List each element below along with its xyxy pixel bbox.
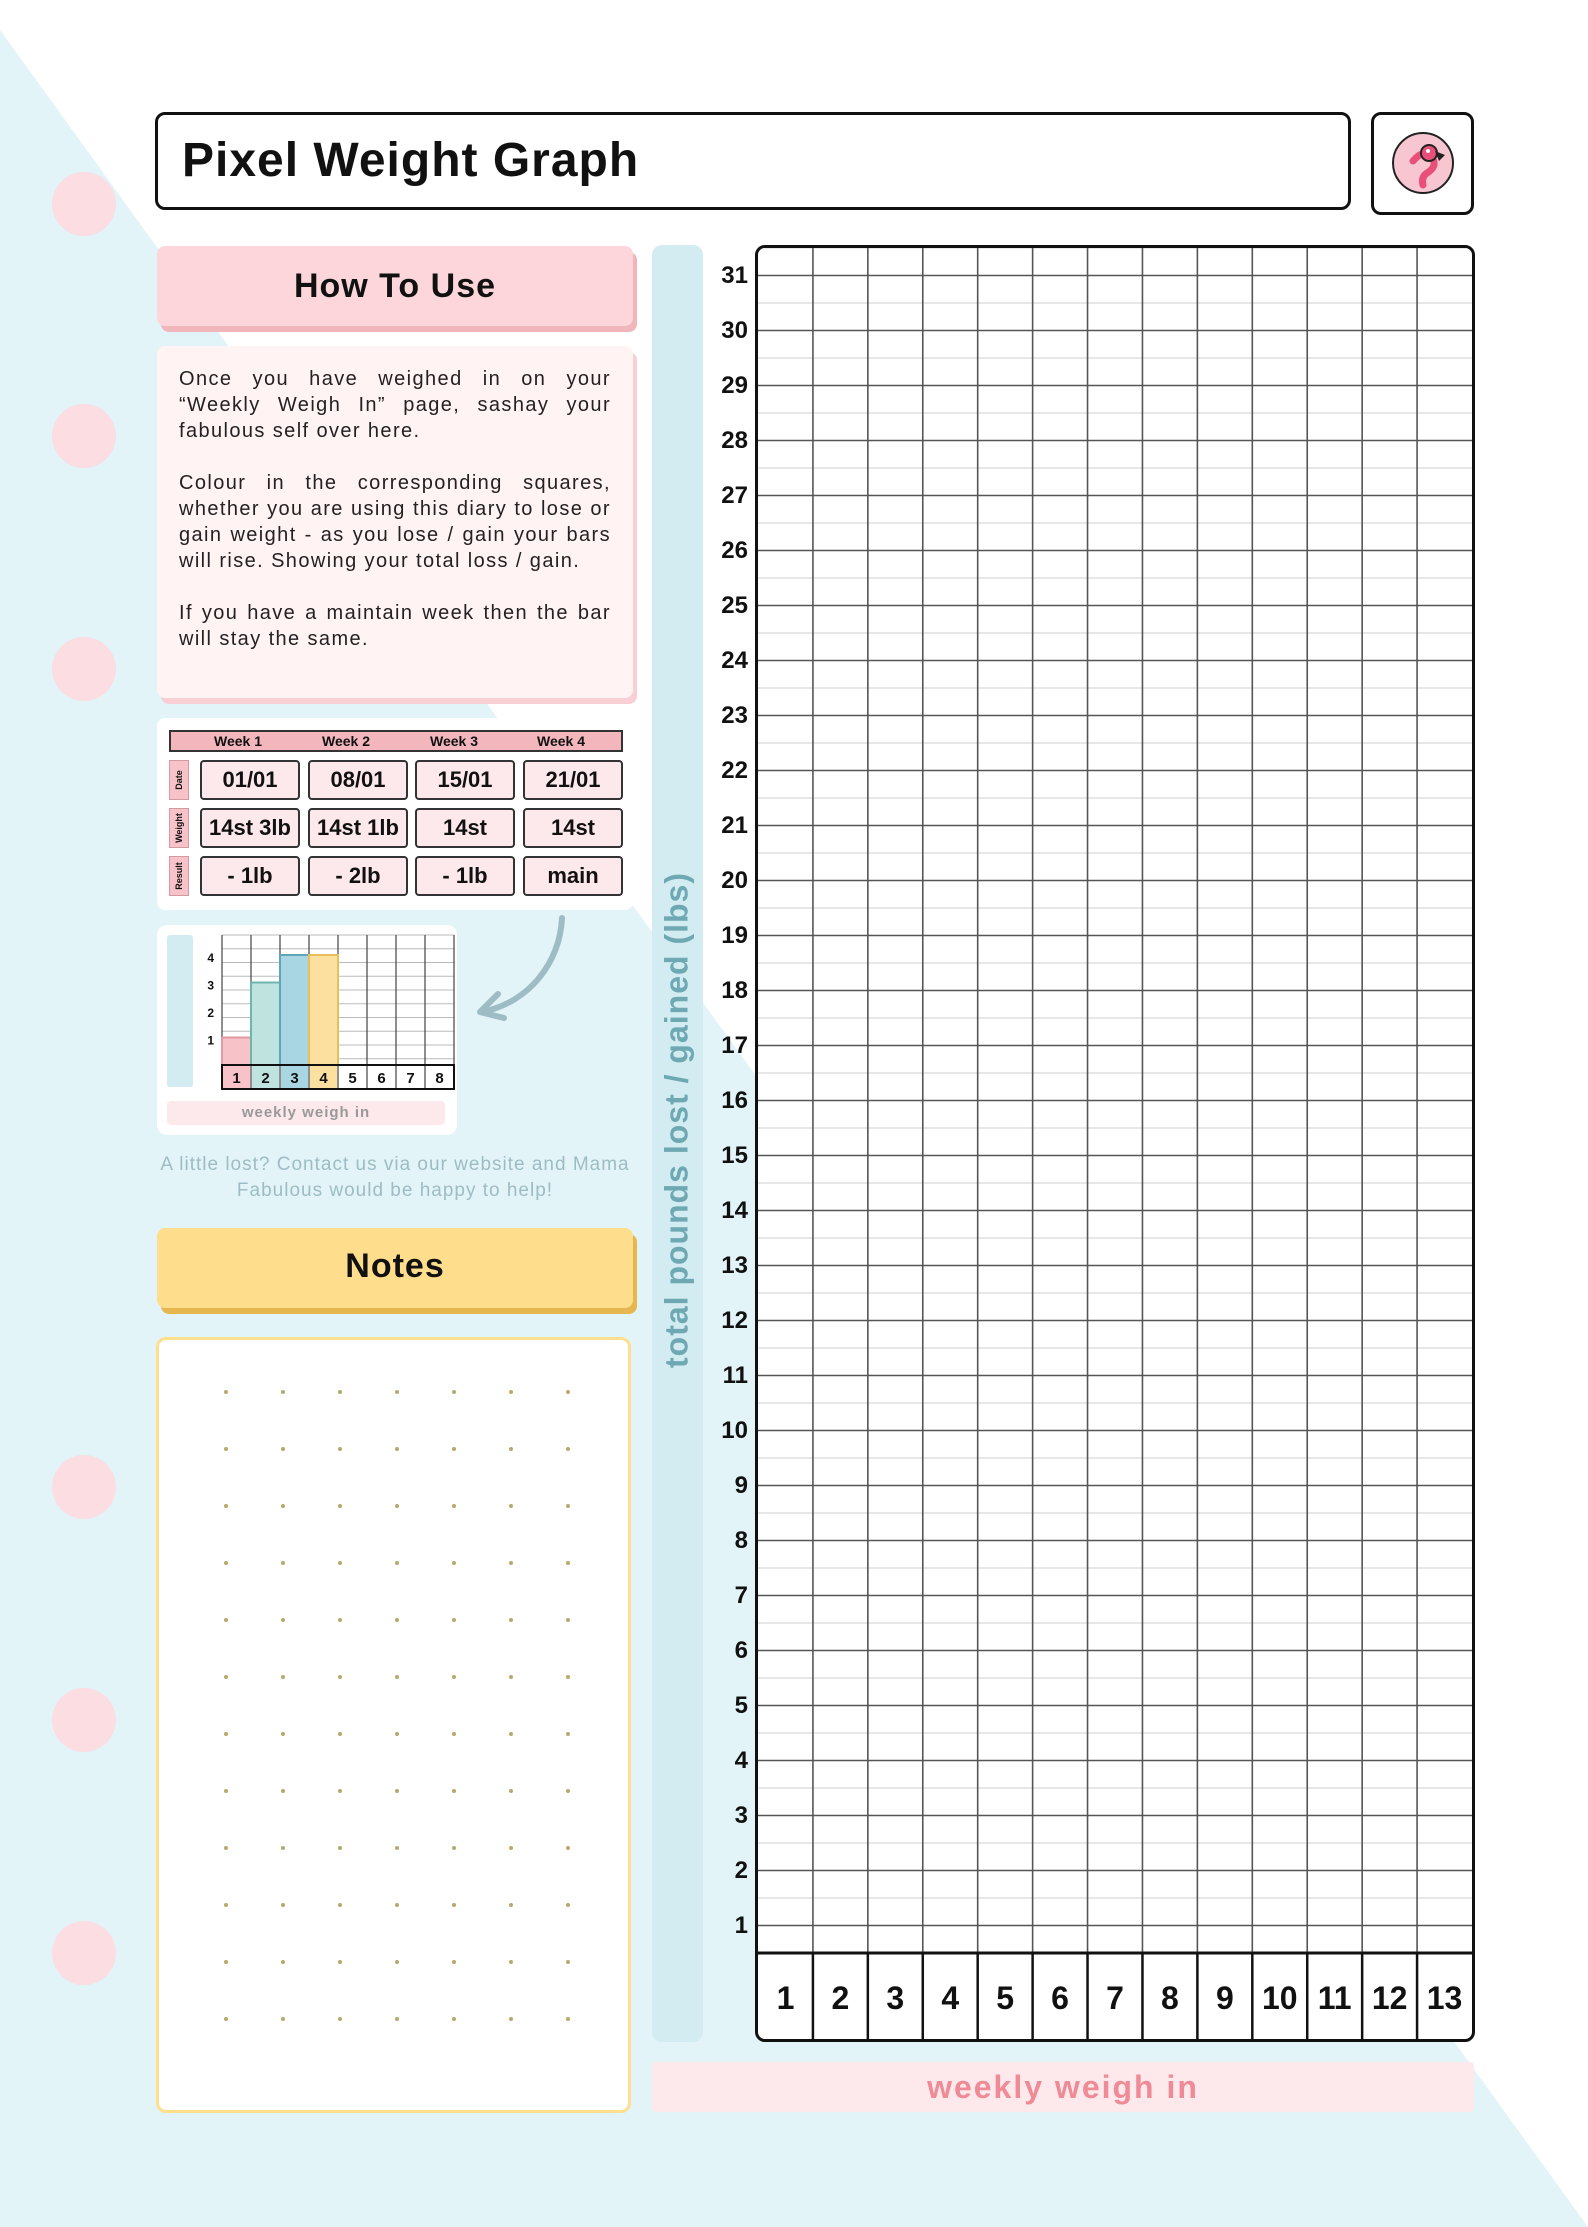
note-dot — [338, 1390, 342, 1394]
note-dot — [281, 1618, 285, 1622]
note-dot — [338, 1960, 342, 1964]
row-label-text: Result — [174, 862, 184, 890]
note-dot — [338, 2017, 342, 2021]
note-dot — [281, 1846, 285, 1850]
notes-header — [157, 1228, 633, 1308]
mini-y-tick: 3 — [207, 978, 214, 993]
y-tick-label: 17 — [721, 1031, 748, 1059]
note-dot — [395, 1789, 399, 1793]
note-dot — [281, 1789, 285, 1793]
how-to-use-header — [157, 246, 633, 326]
mini-x-tick: 3 — [290, 1070, 299, 1087]
x-tick-label: 5 — [996, 1980, 1015, 2016]
note-dot — [338, 1618, 342, 1622]
y-tick-label: 20 — [721, 866, 748, 894]
week-header: Week 2 — [322, 733, 370, 749]
mini-y-tick: 4 — [207, 951, 214, 965]
note-dot — [338, 1504, 342, 1508]
note-dot — [224, 1732, 228, 1736]
note-dot — [566, 1846, 570, 1850]
note-dot — [395, 1732, 399, 1736]
note-dot — [509, 1789, 513, 1793]
note-dot — [509, 1561, 513, 1565]
week-header: Week 3 — [430, 733, 478, 749]
note-dot — [395, 1390, 399, 1394]
note-dot — [452, 1618, 456, 1622]
note-dot — [338, 1675, 342, 1679]
note-dot — [509, 1675, 513, 1679]
note-dot — [566, 1504, 570, 1508]
notes-heading: Notes — [345, 1247, 445, 1285]
note-dot — [281, 1903, 285, 1907]
note-dot — [224, 1447, 228, 1451]
binder-hole — [52, 1455, 116, 1519]
note-dot — [224, 1903, 228, 1907]
y-tick-label: 23 — [721, 701, 748, 729]
row-label-text: Date — [174, 770, 184, 790]
note-dot — [281, 1732, 285, 1736]
week-header-row — [169, 730, 623, 752]
how-to-use-heading: How To Use — [293, 267, 497, 305]
curved-arrow-icon — [470, 912, 580, 1024]
mini-x-tick: 8 — [435, 1070, 444, 1087]
table-cell: 01/01 — [200, 760, 300, 800]
x-tick-label: 13 — [1426, 1980, 1463, 2016]
mini-y-tick: 2 — [207, 1006, 214, 1020]
row-label — [169, 808, 189, 848]
y-tick-label: 4 — [734, 1746, 748, 1774]
x-tick-label: 8 — [1161, 1980, 1179, 2016]
y-tick-label: 3 — [734, 1801, 748, 1829]
table-cell: 14st 3lb — [200, 808, 300, 848]
note-dot — [338, 1903, 342, 1907]
note-dot — [338, 1789, 342, 1793]
y-tick-label: 29 — [721, 371, 748, 399]
y-tick-label: 14 — [721, 1196, 748, 1224]
note-dot — [224, 1504, 228, 1508]
y-tick-label: 2 — [734, 1856, 748, 1884]
y-tick-label: 22 — [721, 756, 748, 784]
note-dot — [224, 1561, 228, 1565]
note-dot — [395, 1618, 399, 1622]
y-tick-label: 15 — [721, 1141, 748, 1169]
note-dot — [281, 1675, 285, 1679]
x-tick-label: 2 — [831, 1980, 850, 2016]
mini-x-tick: 1 — [232, 1070, 241, 1087]
note-dot — [509, 1732, 513, 1736]
dot-grid — [159, 1340, 628, 2110]
note-dot — [395, 1447, 399, 1451]
x-axis-title: weekly weigh in — [652, 2062, 1474, 2112]
note-dot — [509, 1903, 513, 1907]
note-dot — [281, 1390, 285, 1394]
table-cell: - 2lb — [308, 856, 408, 896]
table-cell: - 1lb — [415, 856, 515, 896]
y-tick-label: 27 — [721, 481, 748, 509]
table-cell: 14st 1lb — [308, 808, 408, 848]
table-cell: 21/01 — [523, 760, 623, 800]
y-tick-label: 13 — [721, 1251, 748, 1279]
note-dot — [452, 1732, 456, 1736]
y-tick-label: 19 — [721, 921, 748, 949]
row-label — [169, 856, 189, 896]
note-dot — [224, 1960, 228, 1964]
note-dot — [395, 1903, 399, 1907]
y-tick-label: 16 — [721, 1086, 748, 1114]
note-dot — [224, 1846, 228, 1850]
mini-x-tick: 2 — [261, 1070, 270, 1087]
x-tick-label: 12 — [1371, 1980, 1408, 2016]
note-dot — [338, 1732, 342, 1736]
x-tick-label: 3 — [886, 1980, 905, 2016]
note-dot — [509, 1846, 513, 1850]
table-cell: main — [523, 856, 623, 896]
note-dot — [452, 1675, 456, 1679]
y-tick-label: 10 — [721, 1416, 748, 1444]
x-tick-label: 10 — [1261, 1980, 1298, 2016]
x-tick-label: 4 — [941, 1980, 960, 2016]
x-tick-label: 11 — [1317, 1980, 1352, 2016]
note-dot — [338, 1846, 342, 1850]
note-dot — [281, 1504, 285, 1508]
note-dot — [566, 1447, 570, 1451]
note-dot — [281, 2017, 285, 2021]
note-dot — [566, 1903, 570, 1907]
y-tick-label: 24 — [721, 646, 748, 674]
x-tick-label: 7 — [1106, 1980, 1124, 2016]
example-table — [157, 718, 633, 910]
note-dot — [566, 1960, 570, 1964]
y-tick-label: 25 — [721, 591, 748, 619]
note-dot — [395, 1561, 399, 1565]
y-tick-label: 11 — [722, 1361, 748, 1389]
instruction-paragraph: If you have a maintain week then the bar will stay the same. — [179, 602, 611, 650]
mini-x-tick: 6 — [377, 1070, 386, 1087]
note-dot — [224, 1789, 228, 1793]
binder-hole — [52, 637, 116, 701]
table-cell: 08/01 — [308, 760, 408, 800]
note-dot — [452, 1903, 456, 1907]
note-dot — [509, 1504, 513, 1508]
note-dot — [281, 1561, 285, 1565]
note-dot — [224, 2017, 228, 2021]
contact-text: A little lost? Contact us via our website and Mama Fabulous would be happy to help! — [160, 1154, 630, 1201]
note-dot — [509, 1960, 513, 1964]
mini-y-tick: 1 — [207, 1033, 214, 1048]
note-dot — [566, 2017, 570, 2021]
row-label-text: Weight — [174, 813, 184, 843]
mini-x-tick: 5 — [348, 1070, 357, 1087]
y-tick-label: 30 — [721, 316, 748, 344]
binder-hole — [52, 172, 116, 236]
note-dot — [566, 1561, 570, 1565]
y-tick-label: 28 — [721, 426, 748, 454]
week-header: Week 4 — [537, 733, 585, 749]
note-dot — [224, 1675, 228, 1679]
y-tick-label: 12 — [721, 1306, 748, 1334]
y-tick-label: 9 — [734, 1471, 748, 1499]
note-dot — [509, 1390, 513, 1394]
how-to-use-body — [157, 346, 633, 698]
x-tick-label: 6 — [1051, 1980, 1069, 2016]
note-dot — [395, 2017, 399, 2021]
mini-bar — [251, 983, 280, 1066]
note-dot — [566, 1789, 570, 1793]
week-header: Week 1 — [214, 733, 262, 749]
y-tick-label: 18 — [721, 976, 748, 1004]
binder-hole — [52, 1921, 116, 1985]
note-dot — [452, 2017, 456, 2021]
note-dot — [395, 1504, 399, 1508]
table-cell: 14st — [523, 808, 623, 848]
mini-bar — [222, 1038, 251, 1066]
y-tick-label: 31 — [721, 261, 748, 289]
graph-grid — [758, 248, 1472, 2039]
flamingo-logo-icon — [1391, 131, 1455, 195]
y-tick-label: 21 — [721, 811, 748, 839]
note-dot — [224, 1618, 228, 1622]
note-dot — [566, 1390, 570, 1394]
note-dot — [566, 1618, 570, 1622]
mini-chart-xlabel: weekly weigh in — [167, 1101, 445, 1125]
note-dot — [566, 1732, 570, 1736]
page-title: Pixel Weight Graph — [182, 134, 640, 187]
mini-x-tick: 4 — [319, 1070, 328, 1087]
y-axis-title: total pounds lost / gained (lbs) — [658, 872, 695, 1368]
mini-y-strip — [167, 935, 193, 1087]
note-dot — [509, 1447, 513, 1451]
note-dot — [452, 1960, 456, 1964]
row-label — [169, 760, 189, 800]
note-dot — [452, 1561, 456, 1565]
note-dot — [452, 1789, 456, 1793]
y-tick-label: 6 — [734, 1636, 748, 1664]
instruction-paragraph: Colour in the corresponding squares, whether you are using this diary to lose or gain weight - as you lose / gain your bars will rise. Showing your total loss / gain. — [179, 472, 611, 572]
note-dot — [224, 1390, 228, 1394]
binder-hole — [52, 1688, 116, 1752]
y-tick-label: 26 — [721, 536, 748, 564]
note-dot — [452, 1390, 456, 1394]
logo-box — [1371, 112, 1474, 215]
instruction-paragraph: Once you have weighed in on your “Weekly Weigh In” page, sashay your fabulous self over here. — [179, 368, 611, 442]
note-dot — [281, 1960, 285, 1964]
note-dot — [452, 1504, 456, 1508]
note-dot — [395, 1846, 399, 1850]
note-dot — [566, 1675, 570, 1679]
table-cell: 14st — [415, 808, 515, 848]
y-tick-label: 1 — [734, 1911, 748, 1939]
mini-chart-svg — [157, 925, 457, 1101]
title-box — [155, 112, 1351, 210]
note-dot — [395, 1960, 399, 1964]
y-tick-label: 7 — [734, 1581, 748, 1609]
table-cell: 15/01 — [415, 760, 515, 800]
mini-bar — [309, 955, 338, 1065]
note-dot — [509, 1618, 513, 1622]
note-dot — [452, 1447, 456, 1451]
note-dot — [452, 1846, 456, 1850]
pixel-graph[interactable] — [755, 245, 1475, 2042]
mini-x-tick: 7 — [406, 1070, 415, 1087]
note-dot — [338, 1561, 342, 1565]
notes-area[interactable] — [156, 1337, 631, 2113]
x-tick-label: 1 — [776, 1980, 795, 2016]
mini-bar — [280, 955, 309, 1065]
note-dot — [281, 1447, 285, 1451]
y-tick-label: 8 — [734, 1526, 748, 1554]
note-dot — [395, 1675, 399, 1679]
mini-example-chart — [157, 925, 457, 1135]
note-dot — [338, 1447, 342, 1451]
note-dot — [509, 2017, 513, 2021]
binder-hole — [52, 404, 116, 468]
table-cell: - 1lb — [200, 856, 300, 896]
y-tick-label: 5 — [734, 1691, 748, 1719]
x-tick-label: 9 — [1215, 1980, 1234, 2016]
